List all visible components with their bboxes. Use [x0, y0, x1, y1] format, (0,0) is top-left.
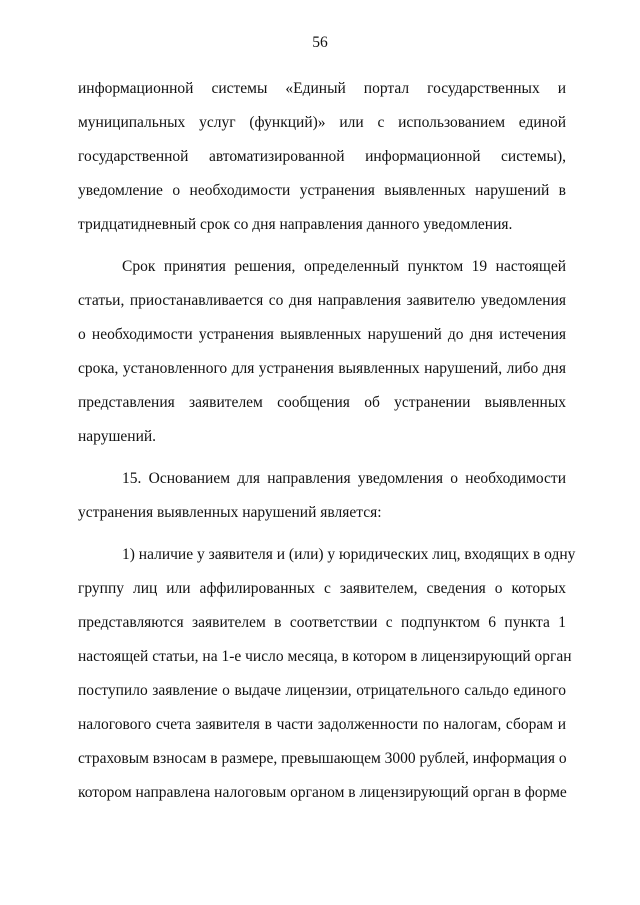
text-line: муниципальных услуг (функций)» или с использованием единой: [78, 114, 566, 131]
text-line: о необходимости устранения выявленных нарушений до дня истечения: [78, 326, 566, 343]
text-line: нарушений.: [78, 428, 157, 445]
text-line: уведомление о необходимости устранения выявленных нарушений в: [78, 182, 566, 199]
text-line: статьи, приостанавливается со дня направления заявителю уведомления: [78, 292, 566, 309]
text-line: государственной автоматизированной информационной системы),: [78, 148, 566, 165]
paragraph-4: [78, 538, 576, 810]
page-number: 56: [312, 34, 328, 51]
paragraph-1: [78, 72, 566, 242]
text-line: Срок принятия решения, определенный пунктом 19 настоящей: [122, 258, 566, 275]
text-line: устранения выявленных нарушений является:: [78, 504, 382, 521]
text-line: тридцатидневный срок со дня направления данного уведомления.: [78, 216, 513, 233]
text-line: группу лиц или аффилированных с заявителем, сведения о которых: [78, 580, 566, 597]
text-line: настоящей статьи, на 1-е число месяца, в котором в лицензирующий орган: [78, 648, 572, 665]
text-line: срока, установленного для устранения выявленных нарушений, либо дня: [78, 360, 566, 377]
text-line: страховым взносам в размере, превышающем 3000 рублей, информация о: [78, 750, 567, 767]
text-line: информационной системы «Единый портал государственных и: [78, 80, 566, 97]
text-line: 15. Основанием для направления уведомления о необходимости: [122, 470, 566, 487]
text-line: представления заявителем сообщения об устранении выявленных: [78, 394, 566, 411]
text-line: 1) наличие у заявителя и (или) у юридических лиц, входящих в одну: [122, 546, 576, 563]
text-line: налогового счета заявителя в части задолженности по налогам, сборам и: [78, 716, 566, 733]
text-line: поступило заявление о выдаче лицензии, отрицательного сальдо единого: [78, 682, 566, 699]
document-body: [78, 72, 576, 810]
paragraph-2: [78, 250, 566, 454]
paragraph-3: [78, 462, 566, 530]
text-line: котором направлена налоговым органом в лицензирующий орган в форме: [78, 784, 567, 801]
text-line: представляются заявителем в соответствии с подпунктом 6 пункта 1: [78, 614, 566, 631]
